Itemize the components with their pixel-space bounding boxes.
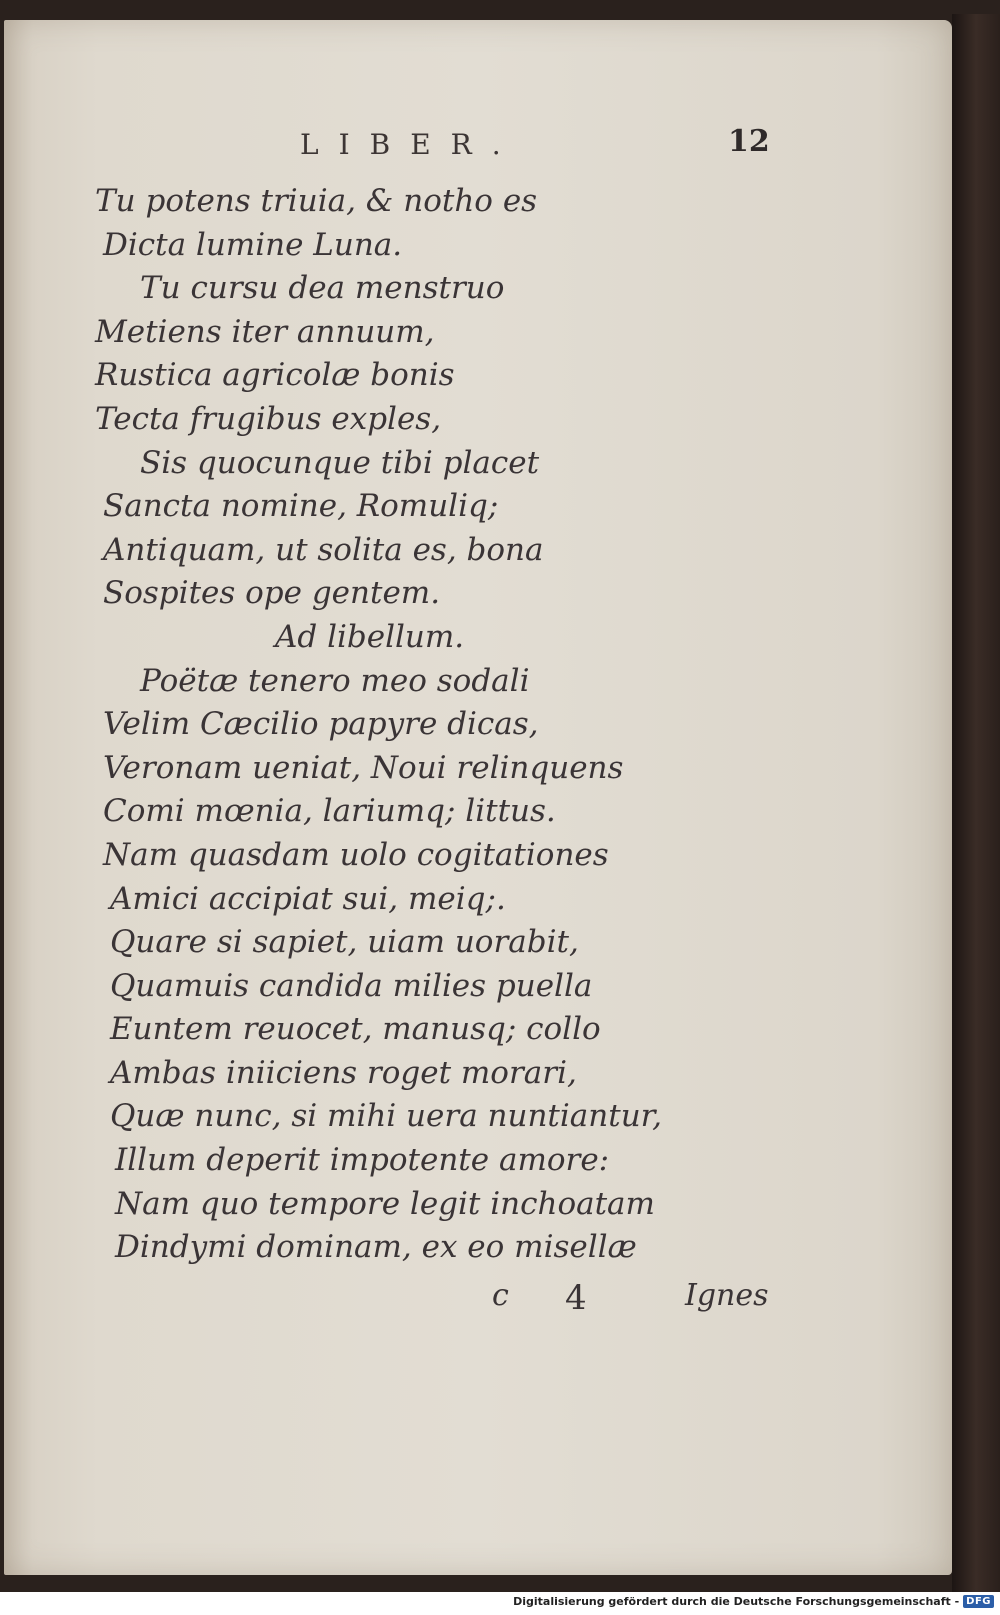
section-heading: Ad libellum. bbox=[275, 618, 465, 655]
signature-letter: c bbox=[492, 1278, 509, 1313]
verse-line: Tu potens triuia, & notho es bbox=[95, 183, 538, 219]
verse-line: Sospites ope gentem. bbox=[103, 575, 441, 612]
verse-line: Nam quo tempore legit inchoatam bbox=[115, 1185, 655, 1222]
poem-text bbox=[0, 180, 900, 1270]
running-head: LIBER. bbox=[300, 128, 521, 161]
verse-line: Amici accipiat sui, meiq;. bbox=[110, 880, 506, 917]
verse-line: Poëtæ tenero meo sodali bbox=[140, 662, 530, 699]
credit-text: Digitalisierung gefördert durch die Deutsche Forschungsgemeinschaft - bbox=[513, 1595, 960, 1608]
page-number: 12 bbox=[728, 124, 770, 159]
verse-line: Illum deperit impotente amore: bbox=[115, 1142, 610, 1179]
verse-line: Sis quocunque tibi placet bbox=[140, 444, 540, 481]
verse-line: Ambas iniiciens roget morari, bbox=[110, 1054, 577, 1091]
verse-line: Quamuis candida milies puella bbox=[110, 967, 593, 1004]
digitization-credit bbox=[513, 1595, 994, 1608]
verse-line: Tecta frugibus exples, bbox=[95, 400, 442, 437]
verse-line: Tu cursu dea menstruo bbox=[140, 270, 505, 307]
verse-line: Veronam ueniat, Noui relinquens bbox=[103, 749, 624, 786]
catchword: Ignes bbox=[685, 1278, 769, 1313]
verse-line: Dicta lumine Luna. bbox=[103, 226, 403, 263]
verse-line: Sancta nomine, Romuliq; bbox=[103, 488, 499, 525]
verse-line: Rustica agricolæ bonis bbox=[95, 357, 455, 394]
verse-line: Quare si sapiet, uiam uorabit, bbox=[110, 924, 579, 961]
verse-line: Dindymi dominam, ex eo misellæ bbox=[115, 1229, 637, 1266]
verse-line: Euntem reuocet, manusq; collo bbox=[110, 1011, 601, 1048]
dfg-logo: DFG bbox=[963, 1595, 994, 1608]
verse-line: Quæ nunc, si mihi uera nuntiantur, bbox=[110, 1098, 662, 1135]
signature-number: 4 bbox=[565, 1278, 587, 1318]
verse-line: Nam quasdam uolo cogitationes bbox=[103, 836, 609, 873]
book-edge bbox=[952, 14, 1000, 1592]
verse-line: Velim Cæcilio papyre dicas, bbox=[103, 706, 539, 743]
verse-line: Metiens iter annuum, bbox=[95, 313, 435, 350]
verse-line: Comi mœnia, lariumq; littus. bbox=[103, 793, 556, 830]
verse-line: Antiquam, ut solita es, bona bbox=[103, 531, 544, 568]
